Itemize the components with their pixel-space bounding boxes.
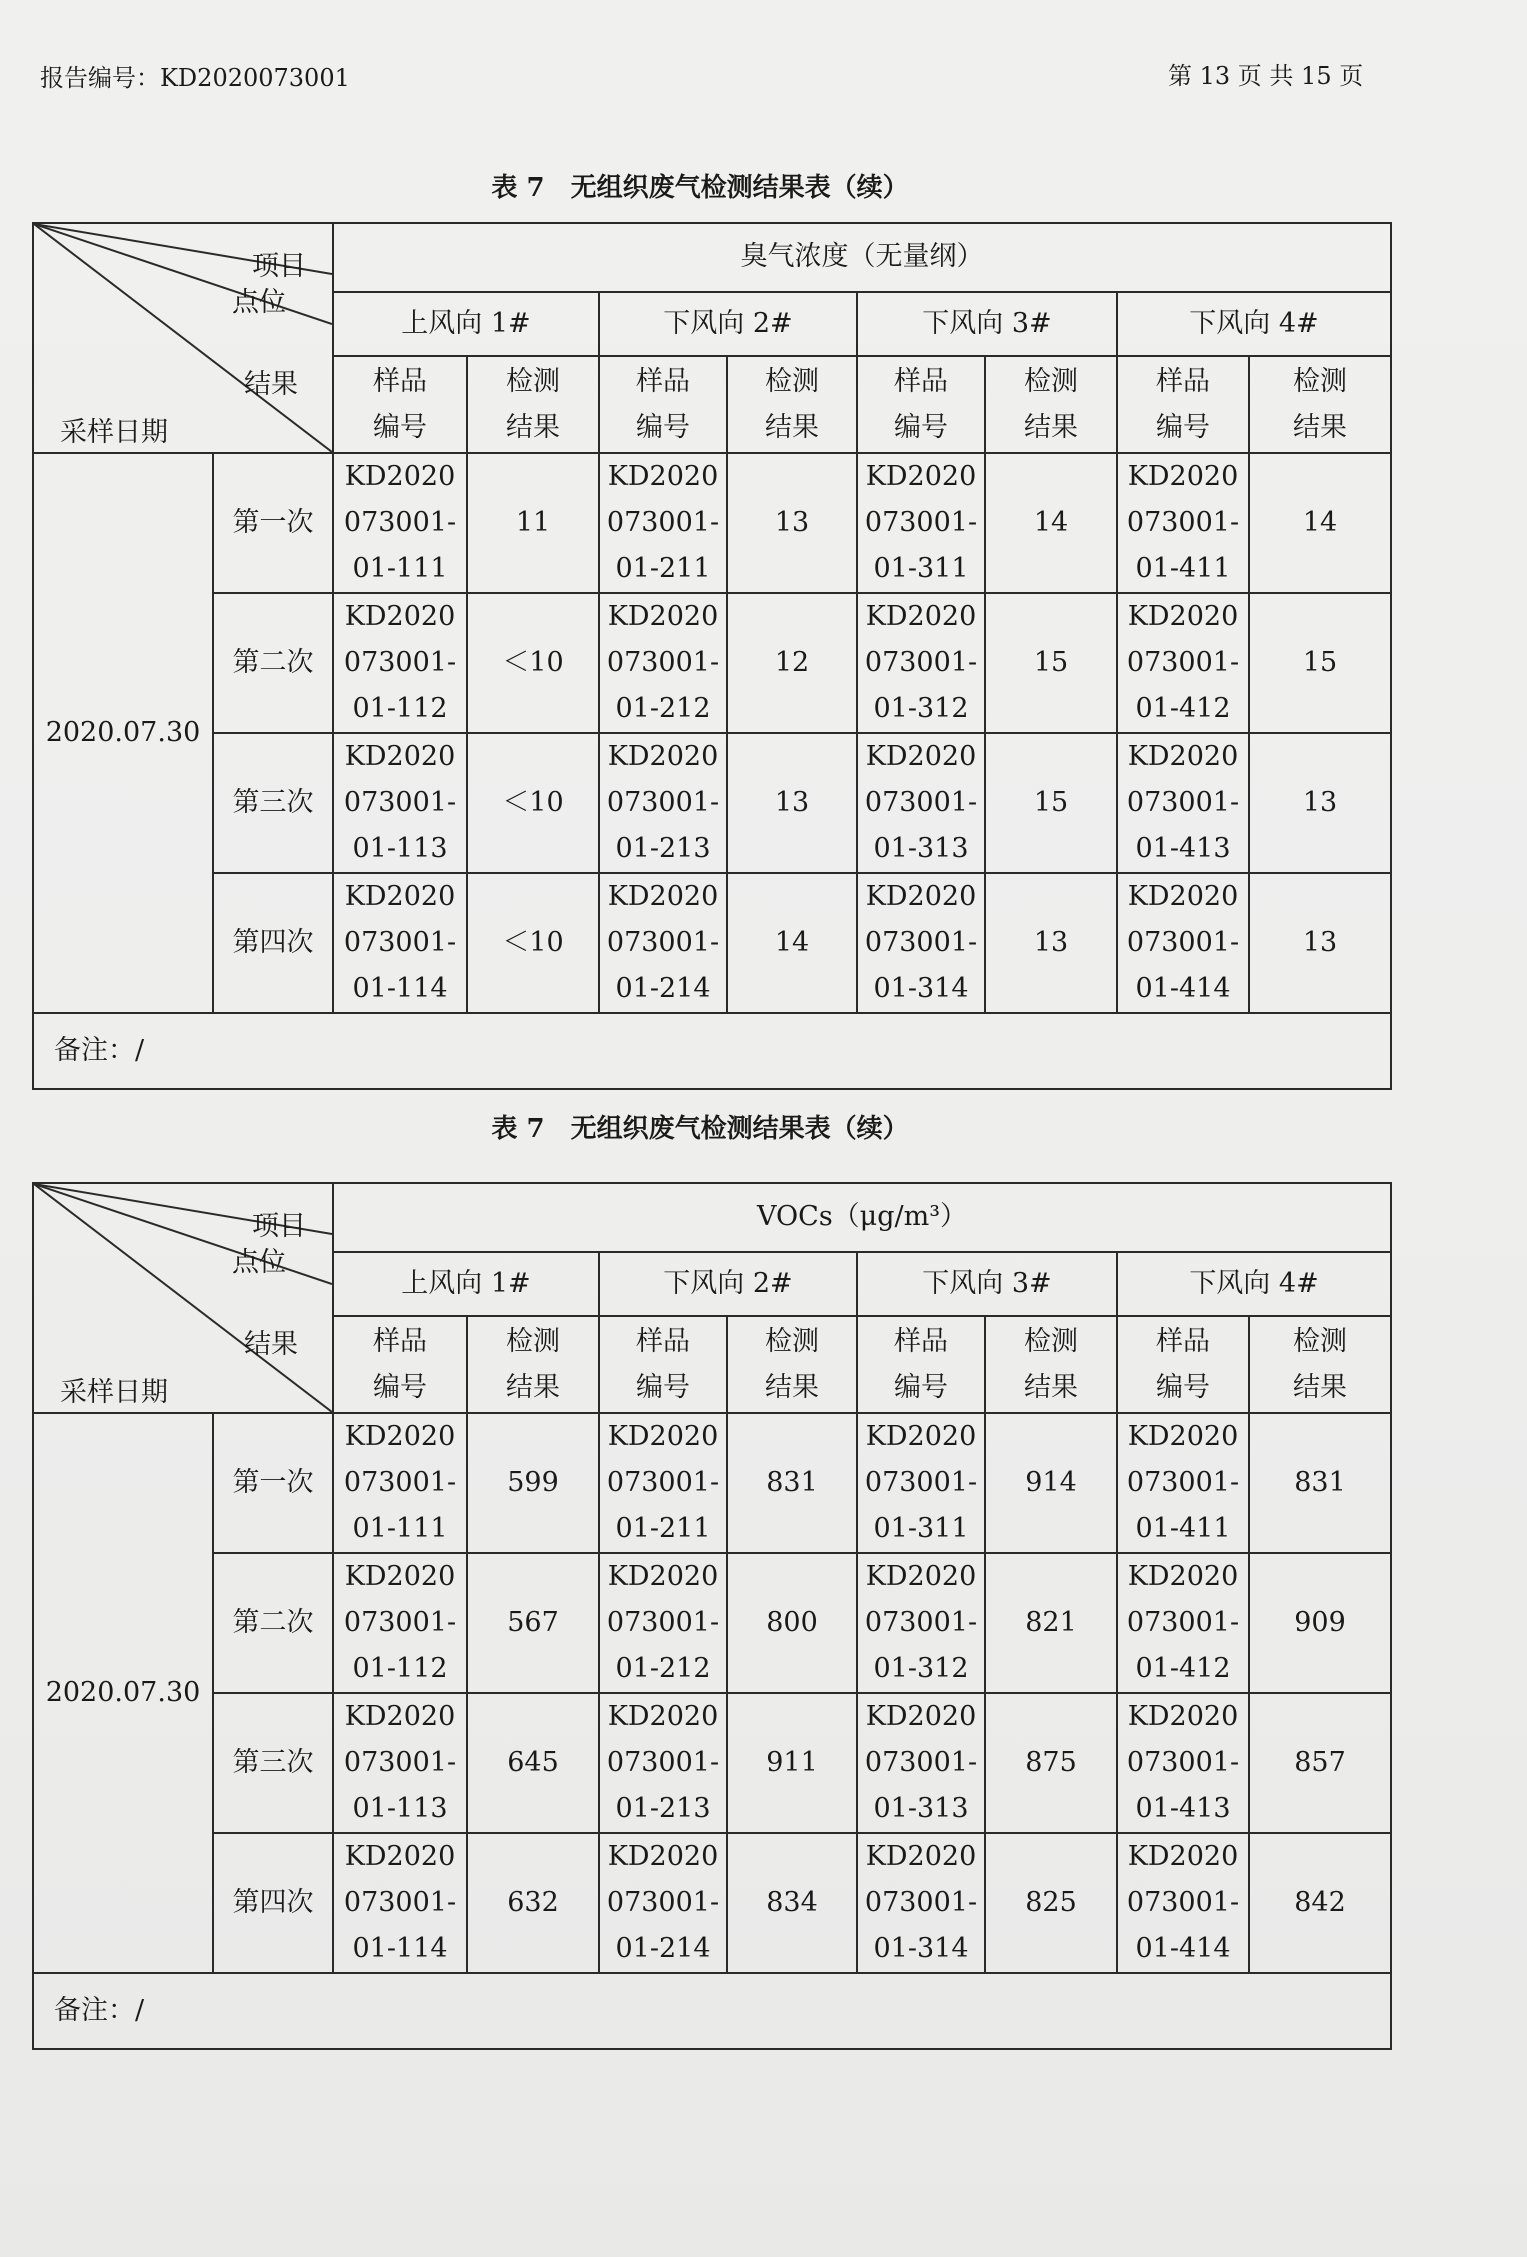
table-row	[33, 593, 1391, 733]
sampling-round: 第四次	[213, 1833, 333, 1973]
sampling-date: 2020.07.30	[33, 453, 213, 1013]
table-row	[33, 873, 1391, 1013]
point-header: 下风向 4#	[1117, 1252, 1391, 1317]
result-value: 13	[985, 873, 1117, 1013]
sample-no-header: 样品 编号	[857, 356, 985, 453]
point-header: 下风向 2#	[599, 292, 857, 357]
result-header: 检测 结果	[1249, 1316, 1391, 1413]
result-header: 检测 结果	[727, 1316, 857, 1413]
corner-label-item: 项目	[252, 1211, 306, 1242]
sampling-round: 第二次	[213, 593, 333, 733]
point-header: 下风向 2#	[599, 1252, 857, 1317]
result-value: 821	[985, 1553, 1117, 1693]
sample-no-cell: KD2020 073001- 01-112	[333, 593, 467, 733]
sample-no-cell: KD2020 073001- 01-111	[333, 453, 467, 593]
result-value: 15	[985, 733, 1117, 873]
sample-no-cell: KD2020 073001- 01-412	[1117, 1553, 1249, 1693]
table-row	[33, 453, 1391, 593]
parameter-header: 臭气浓度（无量纲）	[333, 223, 1391, 292]
sample-no-cell: KD2020 073001- 01-213	[599, 733, 727, 873]
sample-no-cell: KD2020 073001- 01-312	[857, 593, 985, 733]
sample-no-cell: KD2020 073001- 01-214	[599, 873, 727, 1013]
sampling-round: 第四次	[213, 873, 333, 1013]
sampling-date: 2020.07.30	[33, 1413, 213, 1973]
sample-no-cell: KD2020 073001- 01-214	[599, 1833, 727, 1973]
sample-no-header: 样品 编号	[857, 1316, 985, 1413]
result-header: 检测 结果	[1249, 356, 1391, 453]
table-row	[33, 1553, 1391, 1693]
sample-no-header: 样品 编号	[599, 356, 727, 453]
result-value: 12	[727, 593, 857, 733]
sample-no-cell: KD2020 073001- 01-411	[1117, 453, 1249, 593]
result-value: 14	[727, 873, 857, 1013]
result-value: ＜10	[467, 733, 599, 873]
result-value: 911	[727, 1693, 857, 1833]
table-row	[33, 1833, 1391, 1973]
sample-no-header: 样品 编号	[1117, 356, 1249, 453]
point-header: 上风向 1#	[333, 1252, 599, 1317]
sample-no-cell: KD2020 073001- 01-111	[333, 1413, 467, 1553]
result-header: 检测 结果	[467, 356, 599, 453]
vocs-results-table	[32, 1182, 1392, 2050]
result-value: 875	[985, 1693, 1117, 1833]
sample-no-cell: KD2020 073001- 01-314	[857, 873, 985, 1013]
sample-no-header: 样品 编号	[599, 1316, 727, 1413]
sampling-round: 第三次	[213, 733, 333, 873]
result-header: 检测 结果	[467, 1316, 599, 1413]
sample-no-cell: KD2020 073001- 01-313	[857, 733, 985, 873]
report-number: 报告编号：KD2020073001	[40, 64, 350, 92]
table-caption: 表 7 无组织废气检测结果表（续）	[491, 173, 909, 203]
result-value: 831	[1249, 1413, 1391, 1553]
corner-label-result: 结果	[244, 1329, 298, 1360]
result-value: 567	[467, 1553, 599, 1693]
sampling-round: 第一次	[213, 1413, 333, 1553]
sample-no-cell: KD2020 073001- 01-412	[1117, 593, 1249, 733]
corner-label-point: 点位	[232, 1247, 286, 1278]
sample-no-cell: KD2020 073001- 01-113	[333, 1693, 467, 1833]
sample-no-cell: KD2020 073001- 01-113	[333, 733, 467, 873]
sample-no-cell: KD2020 073001- 01-414	[1117, 873, 1249, 1013]
sample-no-cell: KD2020 073001- 01-413	[1117, 1693, 1249, 1833]
result-value: 13	[1249, 873, 1391, 1013]
result-value: 15	[985, 593, 1117, 733]
sampling-round: 第一次	[213, 453, 333, 593]
header-corner	[33, 223, 333, 453]
result-value: 834	[727, 1833, 857, 1973]
result-header: 检测 结果	[727, 356, 857, 453]
result-header: 检测 结果	[985, 1316, 1117, 1413]
sample-no-cell: KD2020 073001- 01-311	[857, 1413, 985, 1553]
sample-no-cell: KD2020 073001- 01-211	[599, 1413, 727, 1553]
sample-no-cell: KD2020 073001- 01-312	[857, 1553, 985, 1693]
result-value: 842	[1249, 1833, 1391, 1973]
remarks: 备注：/	[33, 1013, 1391, 1089]
point-header: 下风向 3#	[857, 1252, 1117, 1317]
result-value: 800	[727, 1553, 857, 1693]
point-header: 上风向 1#	[333, 292, 599, 357]
sample-no-cell: KD2020 073001- 01-411	[1117, 1413, 1249, 1553]
table-row	[33, 1693, 1391, 1833]
corner-label-item: 项目	[252, 251, 306, 282]
parameter-header: VOCs（μg/m³）	[333, 1183, 1391, 1252]
sample-no-cell: KD2020 073001- 01-114	[333, 873, 467, 1013]
result-value: 14	[1249, 453, 1391, 593]
corner-label-date: 采样日期	[60, 417, 168, 448]
table-row	[33, 733, 1391, 873]
sample-no-header: 样品 编号	[333, 1316, 467, 1413]
sample-no-header: 样品 编号	[1117, 1316, 1249, 1413]
result-value: 909	[1249, 1553, 1391, 1693]
corner-label-date: 采样日期	[60, 1377, 168, 1408]
result-value: 13	[727, 733, 857, 873]
remarks: 备注：/	[33, 1973, 1391, 2049]
corner-label-point: 点位	[232, 287, 286, 318]
sample-no-cell: KD2020 073001- 01-211	[599, 453, 727, 593]
result-value: 645	[467, 1693, 599, 1833]
result-value: ＜10	[467, 873, 599, 1013]
sample-no-header: 样品 编号	[333, 356, 467, 453]
sample-no-cell: KD2020 073001- 01-114	[333, 1833, 467, 1973]
result-header: 检测 结果	[985, 356, 1117, 453]
result-value: 825	[985, 1833, 1117, 1973]
corner-label-result: 结果	[244, 369, 298, 400]
sample-no-cell: KD2020 073001- 01-311	[857, 453, 985, 593]
result-value: 15	[1249, 593, 1391, 733]
sample-no-cell: KD2020 073001- 01-413	[1117, 733, 1249, 873]
sample-no-cell: KD2020 073001- 01-414	[1117, 1833, 1249, 1973]
table-caption: 表 7 无组织废气检测结果表（续）	[491, 1114, 909, 1144]
sample-no-cell: KD2020 073001- 01-112	[333, 1553, 467, 1693]
result-value: 13	[727, 453, 857, 593]
result-value: 857	[1249, 1693, 1391, 1833]
result-value: 831	[727, 1413, 857, 1553]
sampling-round: 第二次	[213, 1553, 333, 1693]
sample-no-cell: KD2020 073001- 01-314	[857, 1833, 985, 1973]
page-number: 第 13 页 共 15 页	[1168, 62, 1364, 90]
sample-no-cell: KD2020 073001- 01-212	[599, 593, 727, 733]
result-value: 14	[985, 453, 1117, 593]
sample-no-cell: KD2020 073001- 01-213	[599, 1693, 727, 1833]
result-value: ＜10	[467, 593, 599, 733]
result-value: 599	[467, 1413, 599, 1553]
point-header: 下风向 4#	[1117, 292, 1391, 357]
table-row	[33, 1413, 1391, 1553]
sampling-round: 第三次	[213, 1693, 333, 1833]
odor-results-table	[32, 222, 1392, 1090]
header-corner	[33, 1183, 333, 1413]
sample-no-cell: KD2020 073001- 01-212	[599, 1553, 727, 1693]
result-value: 13	[1249, 733, 1391, 873]
result-value: 632	[467, 1833, 599, 1973]
point-header: 下风向 3#	[857, 292, 1117, 357]
sample-no-cell: KD2020 073001- 01-313	[857, 1693, 985, 1833]
result-value: 914	[985, 1413, 1117, 1553]
result-value: 11	[467, 453, 599, 593]
